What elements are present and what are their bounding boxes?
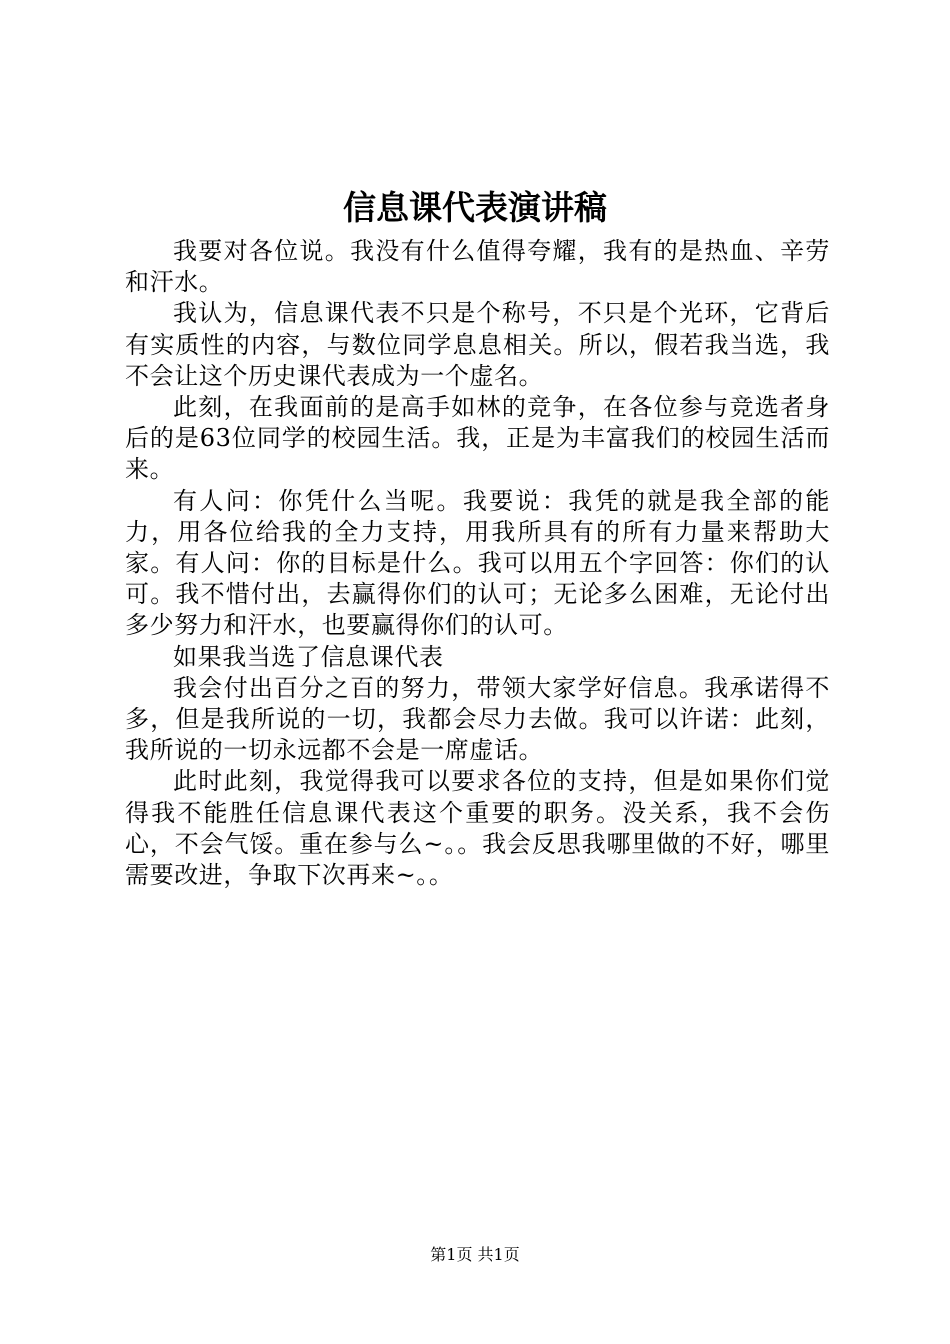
paragraph-1: 我要对各位说。我没有什么值得夸耀，我有的是热血、辛劳和汗水。 [125,237,830,297]
paragraph-3: 此刻，在我面前的是高手如林的竞争，在各位参与竞选者身后的是63位同学的校园生活。我，正是为丰富我们的校园生活而来。 [125,393,830,484]
paragraph-4: 有人问：你凭什么当呢。我要说：我凭的就是我全部的能力，用各位给我的全力支持，用我所具有的所有力量来帮助大家。有人问：你的目标是什么。我可以用五个字回答：你们的认可。我不惜付出，去赢得你们的认可；无论多么困难，无论付出多少努力和汗水，也要赢得你们的认可。 [125,486,830,640]
document-title: 信息课代表演讲稿 [343,188,607,227]
document-body [125,236,830,891]
paragraph-2: 我认为，信息课代表不只是个称号，不只是个光环，它背后有实质性的内容，与数位同学息息相关。所以，假若我当选，我不会让这个历史课代表成为一个虚名。 [125,299,830,390]
paragraph-6: 我会付出百分之百的努力，带领大家学好信息。我承诺得不多，但是我所说的一切，我都会尽力去做。我可以许诺：此刻，我所说的一切永远都不会是一席虚话。 [125,673,830,765]
paragraph-7: 此时此刻，我觉得我可以要求各位的支持，但是如果你们觉得我不能胜任信息课代表这个重要的职务。没关系，我不会伤心，不会气馁。重在参与么~。。我会反思我哪里做的不好，哪里需要改进，争取下次再来~。。 [125,767,830,890]
paragraph-5: 如果我当选了信息课代表 [173,642,444,671]
page-footer: 第1页 共1页 [430,1245,520,1264]
